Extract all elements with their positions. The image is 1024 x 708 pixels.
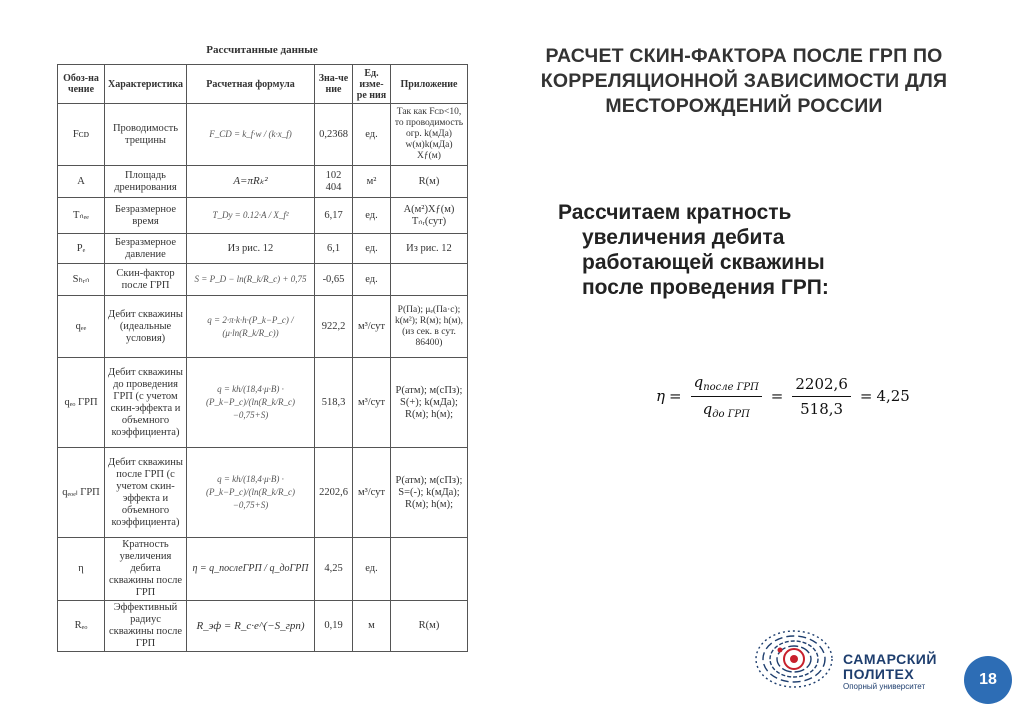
row-symbol: Sₕᵣₙ [58,264,105,296]
row-note: P(Па); μₑ(Па·с); k(м²); R(м); h(м),(из сек. в сут. 86400) [391,296,468,358]
table-header-row [58,65,468,104]
row-note: P(атм); м(сПз); S=(-); k(мДа); R(м); h(м); [391,448,468,538]
table-row [58,234,468,264]
row-name: Дебит скважины после ГРП (с учетом скин-эффекта и объемного коэффициента) [105,448,187,538]
logo-name [843,652,937,682]
row-name: Эффективный радиус скважины после ГРП [105,601,187,652]
header-symbol: Обоз-на чение [58,65,105,104]
row-formula [187,601,315,652]
row-value: 518,3 [315,358,353,448]
eq-value-num: 2202,6 [792,375,851,397]
eq-value-fraction [792,375,851,418]
row-formula [187,264,315,296]
row-note [391,264,468,296]
formula-text: A=πRₖ² [233,175,268,187]
header-formula: Расчетная формула [187,65,315,104]
row-symbol: Pₑ [58,234,105,264]
row-unit: м³/сут [353,448,391,538]
row-note [391,538,468,601]
row-symbol: Rₑₒ [58,601,105,652]
table-row [58,601,468,652]
eq-result: 4,25 [876,387,910,405]
eq-den-symbol: q [702,399,713,418]
row-symbol: η [58,538,105,601]
logo-name-line: САМАРСКИЙ [843,651,937,667]
row-symbol: qₑₒₑₗ ГРП [58,448,105,538]
row-unit: м² [353,166,391,198]
row-value: 0,19 [315,601,353,652]
row-value: -0,65 [315,264,353,296]
row-name: Дебит скважины (идеальные условия) [105,296,187,358]
row-value: 922,2 [315,296,353,358]
logo-name-line: ПОЛИТЕХ [843,666,915,682]
formula-text: F_CD = k_f·w / (k·x_f) [209,129,292,139]
row-value: 0,2368 [315,104,353,166]
body-line: увеличения дебита [582,226,785,249]
row-name: Безразмерное время [105,198,187,234]
formula-text: S = P_D − ln(R_k/R_c) + 0,75 [194,274,307,284]
row-name: Скин-фактор после ГРП [105,264,187,296]
row-unit: ед. [353,264,391,296]
slide-title-line: КОРРЕЛЯЦИОННОЙ ЗАВИСИМОСТИ ДЛЯ [540,70,948,92]
row-formula [187,198,315,234]
row-value: 2202,6 [315,448,353,538]
eq-num-symbol: q [693,372,704,391]
row-value: 6,1 [315,234,353,264]
table-row [58,448,468,538]
row-note: Из рис. 12 [391,234,468,264]
row-note: А(м²)Xƒ(м) Tₙᵣ(сут) [391,198,468,234]
row-note: Так как Fᴄᴅ<10, то проводимость огр. k(мДа) w(м)k(мДа) Xƒ(м) [391,104,468,166]
table-caption: Рассчитанные данные [206,44,318,56]
slide-title-line: РАСЧЕТ СКИН-ФАКТОРА ПОСЛЕ ГРП ПО [545,45,943,67]
row-formula [187,296,315,358]
eq-num-sub: после ГРП [703,381,759,393]
row-formula [187,448,315,538]
row-unit: ед. [353,104,391,166]
table-row [58,264,468,296]
header-note: Приложение [391,65,468,104]
row-value: 4,25 [315,538,353,601]
formula-text: q = 2·π·k·h·(P_k−P_c) / (μ·ln(R_k/R_c)) [207,314,294,338]
row-formula [187,166,315,198]
header-characteristic: Характеристика [105,65,187,104]
row-unit: м³/сут [353,358,391,448]
table-row [58,296,468,358]
row-formula [187,538,315,601]
calculated-data-table [57,64,468,652]
eq-symbol-fraction [691,373,762,420]
eq-lhs: η [656,387,665,405]
eq-value-den: 518,3 [800,399,844,418]
header-value: Зна-че ние [315,65,353,104]
formula-text: R_эф = R_c·e^(−S_грп) [196,619,305,632]
row-symbol: Fᴄᴅ [58,104,105,166]
row-symbol: A [58,166,105,198]
row-name: Проводимость трещины [105,104,187,166]
row-note: R(м) [391,166,468,198]
row-symbol: qₑₑ [58,296,105,358]
row-value: 102 404 [315,166,353,198]
row-formula [187,104,315,166]
formula-text: T_Dy = 0.12·A / X_f² [212,210,289,220]
table-row [58,198,468,234]
row-unit: ед. [353,234,391,264]
row-formula [187,358,315,448]
row-unit: ед. [353,198,391,234]
row-note: R(м) [391,601,468,652]
row-name: Дебит скважины до проведения ГРП (с учетом скин-эффекта и объемного коэффициента) [105,358,187,448]
row-name: Кратность увеличения дебита скважины после ГРП [105,538,187,601]
slide-title [488,44,1000,119]
eq-den-sub: до ГРП [712,408,750,420]
formula-text: q = kh/(18,4·μ·B) · (P_k−P_c)/(ln(R_k/R_c)−0,75+S) [205,474,296,510]
logo-subtitle: Опорный университет [843,682,926,691]
body-line: после проведения ГРП: [582,276,829,299]
page-number-badge: 18 [964,656,1012,704]
body-line: работающей скважины [582,251,825,274]
table-row [58,166,468,198]
slide-title-line: МЕСТОРОЖДЕНИЙ РОССИИ [605,95,883,117]
row-name: Безразмерное давление [105,234,187,264]
ratio-equation: η = $\frac{q_{после ГРП}}{q_{до ГРП}}$ = $\frac{2202,6}{518,3}$ = 4,25 [656,372,910,420]
row-symbol: Tₙₑₑ [58,198,105,234]
header-unit: Ед. изме-ре ния [353,65,391,104]
body-text [558,200,938,300]
table-row [58,538,468,601]
body-line: Рассчитаем кратность [558,201,792,224]
formula-text: η = q_послеГРП / q_доГРП [192,563,309,574]
table-row [58,358,468,448]
formula-text: q = kh/(18,4·μ·B) · (P_k−P_c)/(ln(R_k/R_c)−0,75+S) [205,384,296,420]
row-note: P(атм); м(сПз); S(+); k(мДа); R(м); h(м); [391,358,468,448]
row-formula: Из рис. 12 [187,234,315,264]
row-unit: м³/сут [353,296,391,358]
row-unit: м [353,601,391,652]
row-name: Площадь дренирования [105,166,187,198]
row-unit: ед. [353,538,391,601]
row-symbol: qₑₒ ГРП [58,358,105,448]
table-row [58,104,468,166]
row-value: 6,17 [315,198,353,234]
